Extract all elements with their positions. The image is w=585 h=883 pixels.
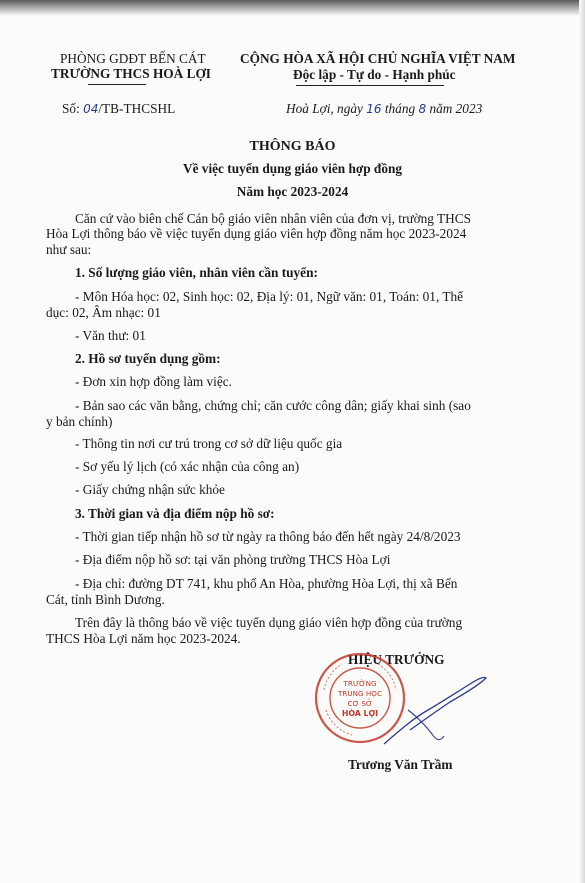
number-suffix: /TB-THCSHL (98, 101, 176, 116)
section-3-item-3-line-1: - Địa chỉ: đường DT 741, khu phố An Hòa, phường Hòa Lợi, thị xã Bến (75, 576, 458, 591)
section-2-heading: 2. Hồ sơ tuyển dụng gồm: (75, 351, 221, 366)
closing-line-1: Trên đây là thông báo về việc tuyển dụng giáo viên hợp đồng của trường (75, 615, 463, 630)
date-day: 16 (366, 102, 382, 116)
year-label: năm 2023 (429, 101, 483, 116)
motto-underline (296, 85, 444, 86)
school-year: Năm học 2023-2024 (236, 184, 349, 199)
section-3-heading: 3. Thời gian và địa điểm nộp hồ sơ: (75, 506, 275, 521)
section-3-item-1: - Thời gian tiếp nhận hồ sơ từ ngày ra thông báo đến hết ngày 24/8/2023 (75, 529, 461, 544)
section-2-item-1: - Đơn xin hợp đồng làm việc. (75, 374, 232, 389)
section-3-item-2: - Địa điểm nộp hồ sơ: tại văn phòng trường THCS Hòa Lợi (75, 552, 391, 567)
stamp-line-4: HÒA LỢI (341, 709, 379, 718)
stamp-line-3: CƠ SỞ (347, 699, 373, 708)
section-2-item-2-line-2: y bản chính) (46, 414, 113, 429)
number-value: 04 (83, 102, 99, 116)
signer-title: HIỆU TRƯỞNG (348, 652, 445, 667)
document-date (286, 101, 482, 117)
date-month: 8 (418, 102, 427, 116)
section-2-item-3: - Thông tin nơi cư trú trong cơ sở dữ liệu quốc gia (75, 436, 343, 451)
section-1-heading: 1. Số lượng giáo viên, nhân viên cần tuyển: (75, 265, 318, 280)
handwritten-signature (380, 670, 490, 750)
intro-line-2: Hòa Lợi thông báo về việc tuyển dụng giáo viên hợp đồng năm học 2023-2024 (46, 226, 467, 241)
section-2-item-5: - Giấy chứng nhận sức khỏe (75, 482, 225, 497)
school-name: TRƯỜNG THCS HOÀ LỢI (51, 66, 211, 81)
notice-title: THÔNG BÁO (249, 139, 336, 154)
section-1-item-1-line-1: - Môn Hóa học: 02, Sinh học: 02, Địa lý: 01, Ngữ văn: 01, Toán: 01, Thể (75, 289, 464, 304)
motto: Độc lập - Tự do - Hạnh phúc (293, 67, 456, 82)
school-underline (88, 84, 146, 85)
stamp-line-1: TRƯỜNG (343, 679, 377, 688)
month-label: tháng (384, 101, 416, 116)
agency-name: PHÒNG GDĐT BẾN CÁT (60, 51, 206, 66)
document-number (62, 101, 175, 117)
section-2-item-2-line-1: - Bản sao các văn bằng, chứng chỉ; căn cước công dân; giấy khai sinh (sao (75, 398, 471, 413)
section-3-item-3-line-2: Cát, tỉnh Bình Dương. (46, 592, 165, 607)
signer-name: Trương Văn Trầm (348, 757, 453, 772)
section-2-item-4: - Sơ yếu lý lịch (có xác nhận của công an) (75, 459, 300, 474)
intro-line-3: như sau: (46, 242, 92, 257)
closing-line-2: THCS Hòa Lợi năm học 2023-2024. (46, 631, 241, 646)
section-1-item-2: - Văn thư: 01 (75, 328, 146, 343)
notice-subject: Về việc tuyển dụng giáo viên hợp đồng (182, 161, 403, 176)
country-name: CỘNG HÒA XÃ HỘI CHỦ NGHĨA VIỆT NAM (240, 51, 516, 66)
number-prefix: Số: (62, 101, 80, 116)
section-1-item-1-line-2: dục: 02, Âm nhạc: 01 (46, 305, 161, 320)
date-prefix: Hoà Lợi, ngày (286, 101, 363, 116)
stamp-line-2: TRUNG HỌC (338, 689, 382, 698)
intro-line-1: Căn cứ vào biên chế Cán bộ giáo viên nhân viên của đơn vị, trường THCS (75, 211, 472, 226)
